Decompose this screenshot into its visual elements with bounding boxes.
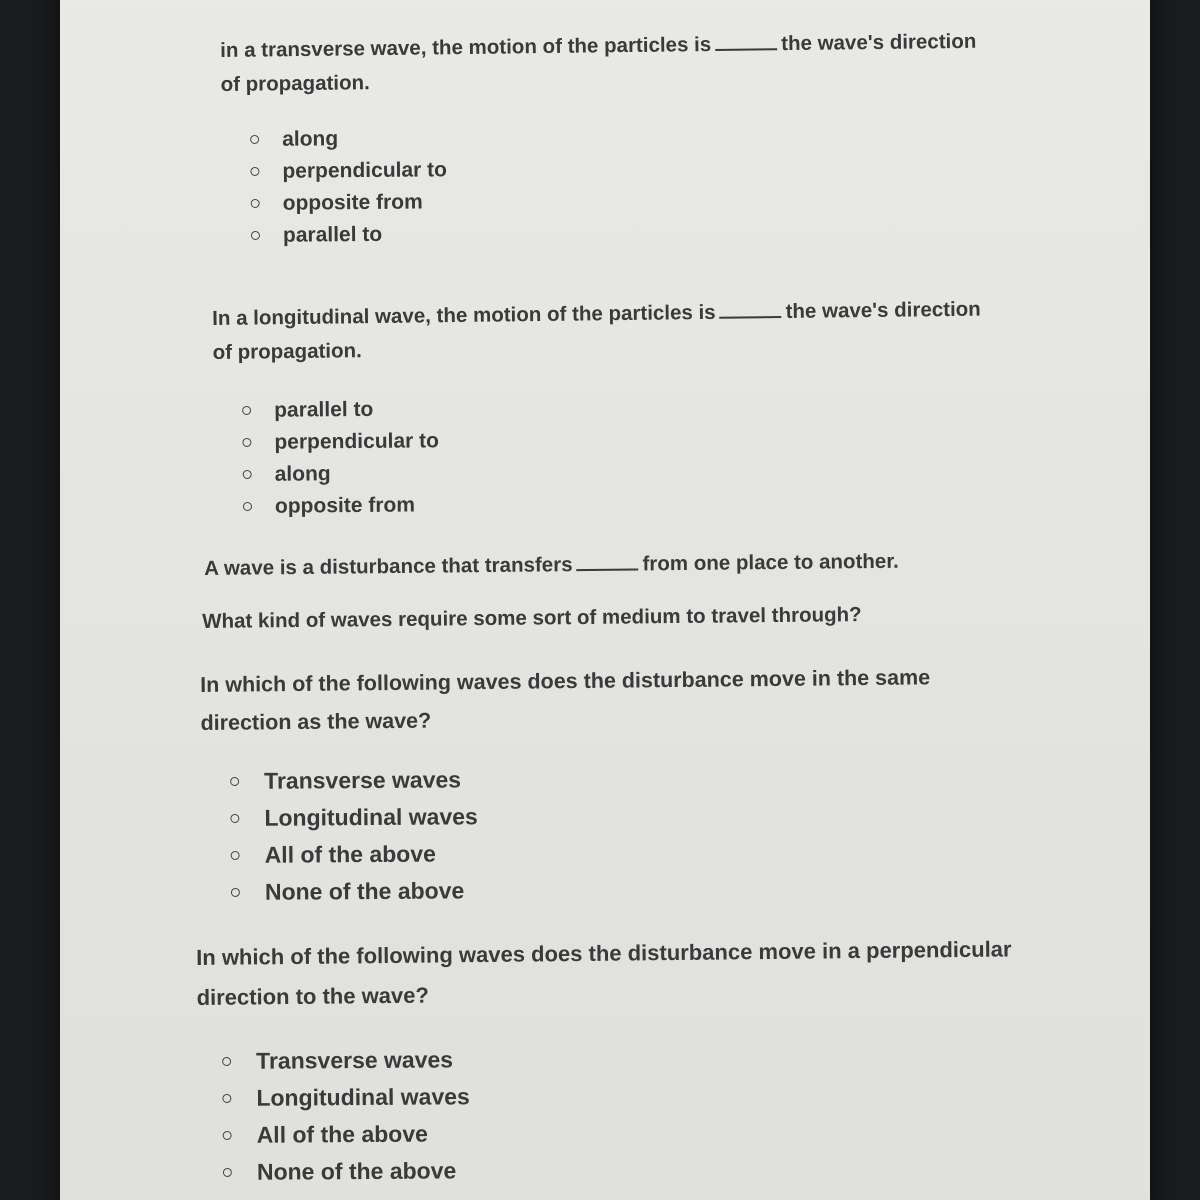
question-2-text: In a longitudinal wave, the motion of the particles is [212, 300, 716, 330]
question-2 [212, 293, 981, 370]
question-2-options [242, 393, 440, 523]
bullet-icon [242, 438, 251, 447]
bullet-icon [250, 167, 259, 176]
question-6-options [222, 1041, 470, 1191]
option-along[interactable]: along [250, 122, 447, 156]
question-1-text-after: the wave's direction [781, 29, 977, 56]
option-along[interactable]: along [243, 457, 440, 491]
option-longitudinal-waves[interactable]: Longitudinal waves [222, 1078, 470, 1117]
question-1-text: in a transverse wave, the motion of the particles is [220, 33, 712, 62]
bullet-icon [243, 502, 252, 511]
bullet-icon [223, 1131, 232, 1140]
question-3 [204, 545, 899, 586]
question-3-text-after: from one place to another. [642, 549, 899, 576]
bullet-icon [251, 231, 260, 240]
bullet-icon [243, 470, 252, 479]
option-none-of-the-above[interactable]: None of the above [223, 1152, 471, 1191]
bullet-icon [231, 888, 240, 897]
question-1 [220, 25, 977, 102]
question-3-text: A wave is a disturbance that transfers [204, 553, 573, 580]
bullet-icon [230, 777, 239, 786]
option-parallel-to[interactable]: parallel to [251, 218, 448, 252]
question-1-text-line2: of propagation. [220, 71, 370, 96]
option-all-of-the-above[interactable]: All of the above [231, 835, 479, 874]
option-transverse-waves[interactable]: Transverse waves [230, 761, 478, 800]
bullet-icon [251, 199, 260, 208]
option-all-of-the-above[interactable]: All of the above [223, 1115, 471, 1154]
question-1-blank [715, 30, 777, 51]
option-perpendicular-to[interactable]: perpendicular to [250, 154, 447, 188]
question-4 [202, 598, 862, 639]
question-6 [196, 929, 1012, 1018]
question-2-blank [719, 298, 781, 319]
bullet-icon [222, 1057, 231, 1066]
option-perpendicular-to[interactable]: perpendicular to [242, 425, 439, 459]
option-transverse-waves[interactable]: Transverse waves [222, 1041, 470, 1080]
question-5-text-line2: direction as the wave? [200, 708, 432, 735]
bullet-icon [230, 814, 239, 823]
bullet-icon [250, 135, 259, 144]
question-5-options [230, 761, 478, 911]
question-4-text: What kind of waves require some sort of medium to travel through? [202, 603, 862, 633]
bullet-icon [222, 1094, 231, 1103]
question-2-text-line2: of propagation. [212, 339, 362, 364]
question-6-text: In which of the following waves does the disturbance move in a perpendicular [196, 936, 1012, 970]
option-longitudinal-waves[interactable]: Longitudinal waves [230, 798, 478, 837]
question-5 [200, 658, 931, 742]
option-none-of-the-above[interactable]: None of the above [231, 872, 479, 911]
bullet-icon [231, 851, 240, 860]
question-3-blank [576, 550, 638, 571]
question-6-text-line2: direction to the wave? [196, 982, 430, 1010]
bullet-icon [223, 1168, 232, 1177]
question-2-text-after: the wave's direction [785, 297, 981, 323]
bullet-icon [242, 406, 251, 415]
option-opposite-from[interactable]: opposite from [251, 186, 448, 220]
option-opposite-from[interactable]: opposite from [243, 489, 440, 523]
question-1-options [250, 122, 448, 252]
option-parallel-to[interactable]: parallel to [242, 393, 439, 427]
question-5-text: In which of the following waves does the disturbance move in the same [200, 665, 931, 697]
